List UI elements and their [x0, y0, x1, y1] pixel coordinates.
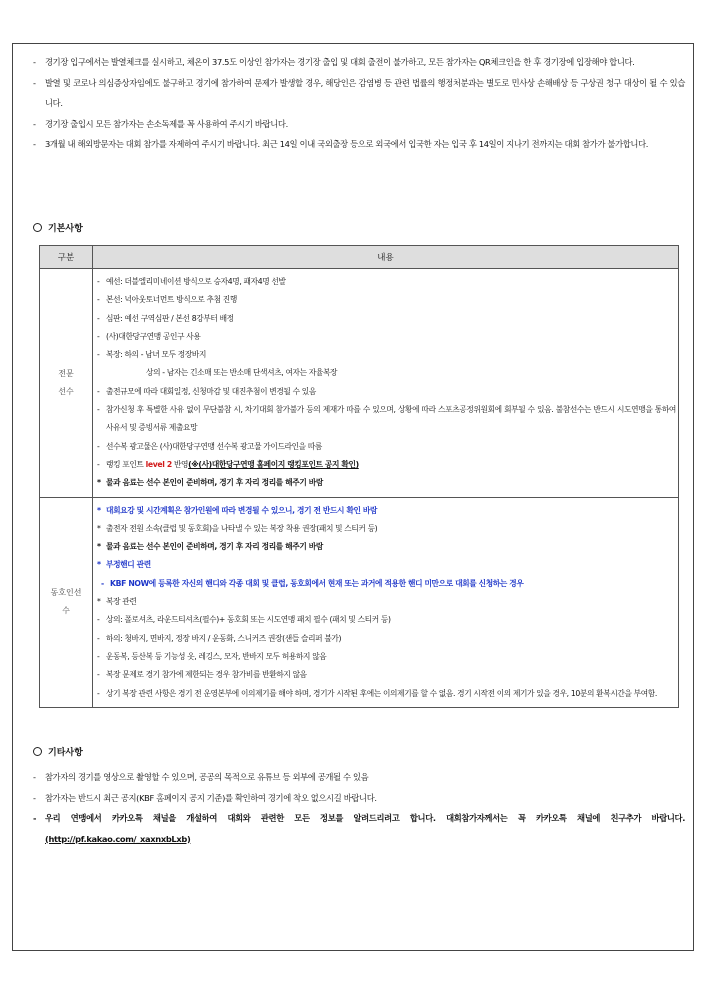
document-page: [12, 43, 694, 951]
list-item: - 하의: 청바지, 면바지, 정장 바지 / 운동화, 스니커즈 권장(샌들 슬리퍼 불가): [97, 633, 342, 643]
content-pro: [93, 269, 679, 498]
list-item: - 운동복, 등산복 등 기능성 옷, 레깅스, 모자, 반바지 모두 허용하지 않음: [97, 651, 327, 661]
list-item: * 물과 음료는 선수 본인이 준비하며, 경기 후 자리 정리를 해주기 바람: [97, 542, 323, 552]
list-item: - 복장: 하의 - 남녀 모두 정장바지: [97, 350, 207, 360]
list-item: * 복장 관련: [97, 597, 137, 607]
list-item: - 참가자의 경기를 영상으로 촬영할 수 있으며, 공공의 목적으로 유튜브 등 외부에 공개될 수 있음: [33, 772, 369, 782]
kakao-channel-link[interactable]: (http://pf.kakao.com/_xaxnxbLxb): [45, 833, 191, 844]
table-header-row: [40, 246, 679, 269]
list-item: * 대회요강 및 시간계획은 참가인원에 따라 변경될 수 있으니, 경기 전 반드시 확인 바람: [97, 505, 378, 515]
table-row-amateur: [40, 497, 679, 707]
section-title-etc: 기타사항: [33, 745, 83, 758]
list-item: - 출전규모에 따라 대회일정, 신청마감 및 대진추첨이 변경될 수 있음: [97, 386, 316, 396]
list-item: * 출전자 전원 소속(클럽 및 동호회)을 나타낼 수 있는 복장 착용 권장(패치 및 스티커 등): [97, 523, 378, 533]
list-item: - 복장 문제로 경기 참가에 제한되는 경우 참가비를 반환하지 않음: [97, 670, 307, 680]
etc-list: [33, 767, 685, 849]
ranking-notice-link[interactable]: (※(사)대한당구연맹 홈페이지 랭킹포인트 공지 확인): [188, 459, 359, 469]
list-item: - (사)대한당구연맹 공인구 사용: [97, 331, 201, 341]
list-item: 상의 - 남자는 긴소매 또는 반소매 단색셔츠, 여자는 자율복장: [146, 368, 338, 378]
notice-text: 발열 및 코로나 의심증상자임에도 불구하고 경기에 참가하여 문제가 발생할 경우, 해당인은 감염병 등 관련 법률의 행정처분과는 별도로 민사상 손해배상 등 구상권 청구 대상이 될 수 있습니다.: [45, 77, 685, 108]
list-item: - 랭킹 포인트 level 2 반영(※(사)대한당구연맹 홈페이지 랭킹포인트 공지 확인): [97, 459, 359, 469]
list-item: - 우리 연맹에서 카카오톡 채널을 개설하여 대회와 관련한 모든 정보를 알려드리려고 합니다. 대회참가자께서는 꼭 카카오톡 채널에 친구추가 바랍니다. (http://pf.kakao.com/_xaxnxbLxb): [33, 813, 685, 844]
content-amateur: [93, 497, 679, 707]
rules-table: [39, 245, 679, 708]
list-item: - 예선: 더블엘리미네이션 방식으로 승자4명, 패자4명 선발: [97, 277, 286, 286]
notice-text: 경기장 출입시 모든 참가자는 손소독제를 꼭 사용하여 주시기 바랍니다.: [45, 118, 288, 129]
list-item: - KBF NOW에 등록한 자신의 핸디와 각종 대회 및 클럽, 동호회에서 현재 또는 과거에 적용한 핸디 미만으로 대회를 신청하는 경우: [101, 578, 524, 588]
notice-text: 3개월 내 해외방문자는 대회 참가를 자제하여 주시기 바랍니다. 최근 14일 이내 국외출장 등으로 외국에서 입국한 자는 입국 후 14일이 지나기 전까지는 대회 참가가 불가합니다.: [45, 139, 649, 149]
category-pro: 전문 선수: [40, 269, 93, 498]
list-item: - 3개월 내 해외방문자는 대회 참가를 자제하여 주시기 바랍니다. 최근 14일 이내 국외출장 등으로 외국에서 입국한 자는 입국 후 14일이 지나기 전까지는 대회 참가가 불가합니다.: [33, 134, 685, 155]
ranking-level: level 2: [145, 459, 172, 469]
list-item: - 발열 및 코로나 의심증상자임에도 불구하고 경기에 참가하여 문제가 발생할 경우, 해당인은 감염병 등 관련 법률의 행정처분과는 별도로 민사상 손해배상 등 구상권 청구 대상이 될 수 있습니다.: [33, 73, 685, 114]
list-item: - 경기장 입구에서는 발열체크를 실시하고, 체온이 37.5도 이상인 참가자는 경기장 출입 및 대회 출전이 불가하고, 모든 참가자는 QR체크인을 한 후 경기장에 입장해야 합니다.: [33, 52, 685, 73]
list-item: * 물과 음료는 선수 본인이 준비하며, 경기 후 자리 정리를 해주기 바람: [97, 478, 323, 488]
category-amateur: 동호인선 수: [40, 497, 93, 707]
list-item: - 심판: 예선 구역심판 / 본선 8강부터 배정: [97, 313, 234, 323]
list-item: - 상의: 폴로셔츠, 라운드티셔츠(필수)+ 동호회 또는 시도연맹 패치 필수 (패치 및 스티커 등): [97, 615, 391, 625]
section-title-basic: 기본사항: [33, 221, 83, 234]
list-item: - 참가신청 후 특별한 사유 없이 무단불참 시, 차기대회 참가불가 등의 제재가 따를 수 있으며, 상황에 따라 스포츠공정위원회에 회부될 수 있음. 불참선수는 반드시 시도연맹을 통하여 사유서 및 증빙서류 제출요망: [97, 405, 676, 433]
circle-bullet-icon: [33, 223, 42, 232]
circle-bullet-icon: [33, 747, 42, 756]
list-item: - 선수복 광고물은 (사)대한당구연맹 선수복 광고물 가이드라인을 따름: [97, 441, 322, 451]
list-item: - 상기 복장 관련 사항은 경기 전 운영본부에 이의제기를 해야 하며, 경기가 시작된 후에는 이의제기를 할 수 없음. 경기 시작전 이의 제기가 있을 경우, 10분의 환복시간을 부여함.: [97, 688, 657, 698]
table-row-pro: [40, 269, 679, 498]
list-item: - 참가자는 반드시 최근 공지(KBF 홈페이지 공지 기준)를 확인하여 경기에 착오 없으시길 바랍니다.: [33, 792, 377, 803]
list-item: * 부정핸디 관련: [97, 560, 151, 570]
header-category: 구분: [40, 246, 93, 269]
covid-notice-list: [33, 52, 685, 155]
list-item: - 경기장 출입시 모든 참가자는 손소독제를 꼭 사용하여 주시기 바랍니다.: [33, 114, 685, 135]
list-item: - 본선: 넉아웃토너먼트 방식으로 추첨 진행: [97, 295, 237, 305]
notice-text: 경기장 입구에서는 발열체크를 실시하고, 체온이 37.5도 이상인 참가자는 경기장 출입 및 대회 출전이 불가하고, 모든 참가자는 QR체크인을 한 후 경기장에 입장해야 합니다.: [45, 57, 635, 67]
header-content: 내용: [93, 246, 679, 269]
